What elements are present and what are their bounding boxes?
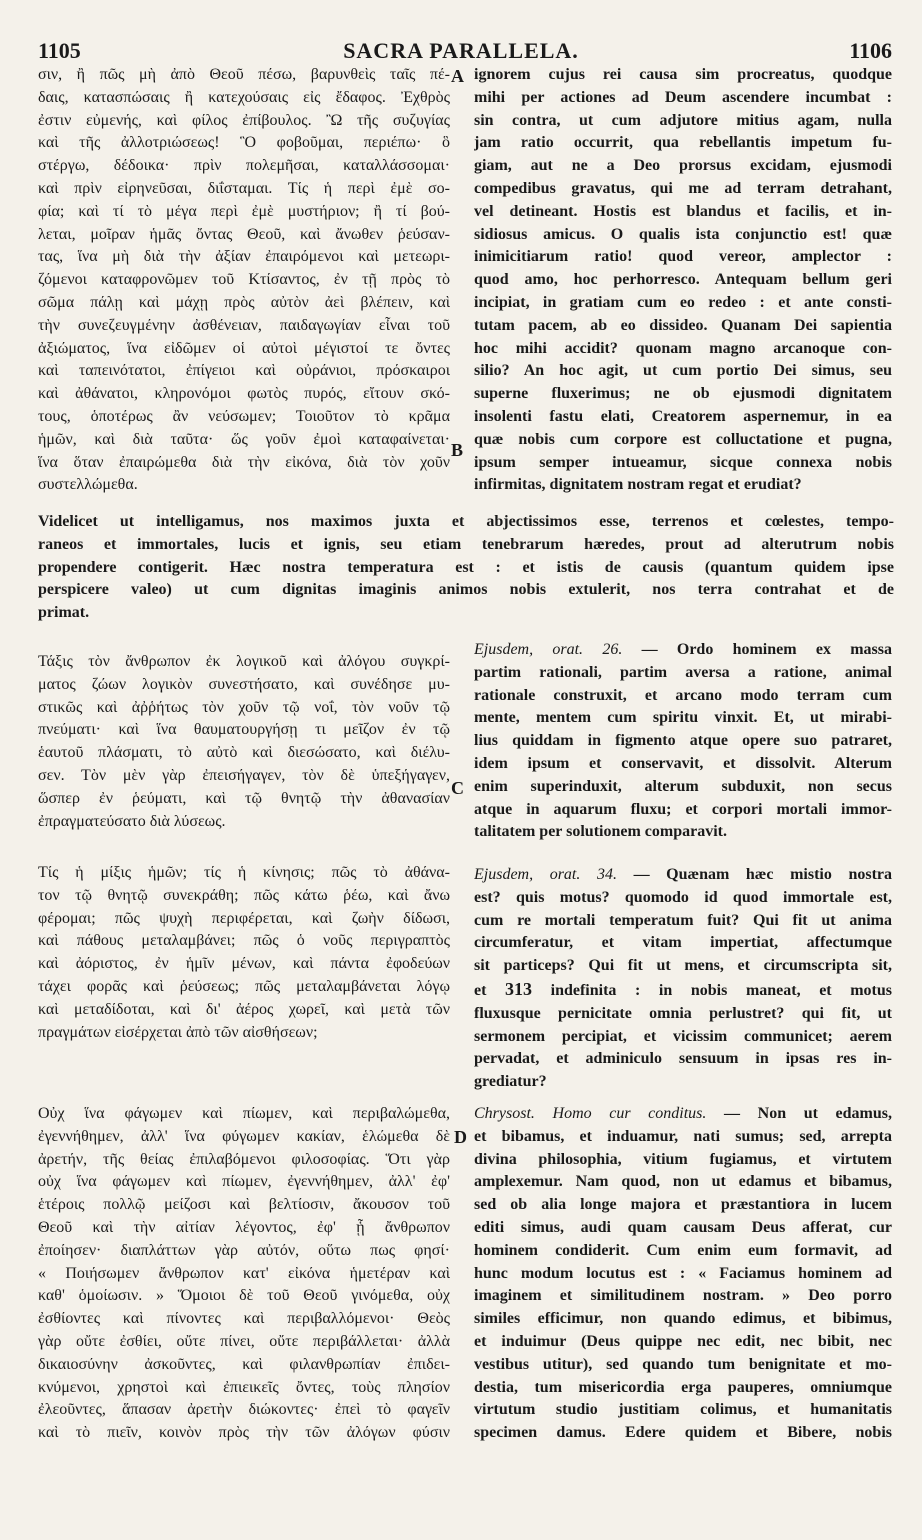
- text-line: « Ποιήσωμεν ἄνθρωπον κατ' εἰκόνα ἡμετέραν καὶ: [38, 1264, 450, 1282]
- text-line: ὥσπερ ἐν ῥεύματι, καὶ τῷ θνητῷ τὴν ἀθανασίαν: [38, 789, 450, 807]
- text-line: sin contra, ut cum adjutore mitius agam, nulla: [474, 111, 892, 129]
- text-line: sermonem percipiat, et vicissim communicet; aerem: [474, 1027, 892, 1045]
- text-line: editi simus, audi quam causam Deus afferat, cur: [474, 1218, 892, 1236]
- text-line: ἐστιν εὐμενής, καὶ φίλος ἐπίβουλος. Ὢ τῆς συζυγίας: [38, 111, 450, 129]
- source-citation: Ejusdem, orat. 34.: [474, 866, 617, 883]
- text-line: ἐπραγματεύσατο διὰ λύσεως.: [38, 812, 226, 830]
- text-line: ζόμενοι καταφρονῶμεν τοῦ Κτίσαντος, ἐν τῇ πρὸς τὸ: [38, 271, 450, 289]
- source-citation: Chrysost. Homo cur conditus.: [474, 1105, 707, 1122]
- latin-column-section-2: Ejusdem, orat. 26. — Ordo hominem ex massa partim rationali, partim aversa a ratione, animal rationale construxit, et arcano modo terram cum mente, mentem cum spiritu vinxit. Et, ut mirabi- lius quiddam in figmento atque opere suo patraret, idem ipsum et conservavit, et dissolvit. Alterum enim superinduxit, alterum subduxit, non secus atque in aquarum fluxu; et corpori mortali immor- talitatem per solutionem comparavit.: [474, 639, 892, 844]
- text-line: οὐχ ἵνα φάγωμεν καὶ πίωμεν, ἐγεννήθημεν, ἀλλ' ἐφ': [38, 1173, 450, 1191]
- text-line: et 313 indefinita : in nobis maneat, et motus: [474, 978, 892, 999]
- text-line: perspicere valeo) ut cum dignitas imaginis animos nobis extulerit, nos terra contrahat et de: [38, 581, 894, 599]
- greek-column-section-4: [38, 1103, 450, 1445]
- text-line: divina philosophia, vitium fugiamus, et virtutem: [474, 1150, 892, 1168]
- text-line: κνύμενοι, χρηστοὶ καὶ ἐπιεικεῖς ὄντες, τοὺς πλησίον: [38, 1378, 450, 1396]
- text-line: amplexemur. Nam quod, non ut edamus et bibamus,: [474, 1173, 892, 1191]
- text-line: raneos et immortales, lucis et ignis, seu etiam tenebrarum hæredes, prout ad alterutrum nobis: [38, 535, 894, 553]
- text-line: τὴν συνεζευγμένην ἀσθένειαν, παιδαγωγίαν εἶναι τοῦ: [38, 316, 450, 334]
- text-line: compedibus gravatus, qui me ad terram detrahant,: [474, 179, 892, 197]
- margin-letter-b: B: [451, 440, 464, 460]
- text-line: καὶ πάθους μεταλαμβάνει; πῶς ὁ νοῦς περιγραπτὸς: [38, 932, 450, 950]
- running-title: SACRA PARALLELA.: [343, 38, 579, 63]
- latin-column-section-3: Ejusdem, orat. 34. — Quænam hæc mistio nostra est? quis motus? quomodo id quod immortale est, cum re mortali temperatum fuit? Qui fit ut anima circumferatur, et vitam impertiat, affectumque sit particeps? Qui fit ut mens, et circumscripta sit, et 313 indefinita : in nobis maneat, et motus fluxusque pernicitate omnia perlustret? qui fit, ut sermonem percipiat, et vicissim communicet; aerem pervadat, et adminiculo sensuum in ipsas res in- grediatur?: [474, 864, 892, 1094]
- text-line: καὶ ἀόριστος, ἐν ἡμῖν μένων, καὶ πάντα ἐφοδεύων: [38, 955, 450, 973]
- text-line: καὶ τῆς ἀλλοτριώσεως! Ὃ φοβοῦμαι, περιέπω· ὃ: [38, 134, 450, 152]
- text-line: πραγμάτων εἰσέρχεται ἀπὸ τῶν αἰσθήσεων;: [38, 1023, 318, 1041]
- text-line: ἑαυτοῦ πλάσματι, τὸ αὐτὸ καὶ διεσώσατο, καὶ διέλυ-: [38, 744, 450, 762]
- text-line: sed ob alia longe majora et præstantiora in lucem: [474, 1196, 892, 1214]
- text-line: φέρομαι; πῶς ψυχὴ περιφέρεται, καὶ ζωὴν δίδωσι,: [38, 909, 450, 927]
- text-line: incipiat, in gratiam cum eo redeo : et ante consti-: [474, 293, 892, 311]
- text-line: jam ratio occurrit, qua rebellantis impetum fu-: [474, 134, 892, 152]
- text-line: hunc modum locutus est : « Faciamus hominem ad: [474, 1264, 892, 1282]
- page-number-left: 1105: [38, 38, 81, 63]
- text-line: virtutum studio justitiam colimus, et humanitatis: [474, 1401, 892, 1419]
- text-line: enim superinduxit, alterum subduxit, non secus: [474, 777, 892, 795]
- text-line: σεν. Τὸν μὲν γὰρ ἐπεισήγαγεν, τὸν δὲ ὑπεξήγαγεν,: [38, 766, 450, 784]
- text-line: et induimur (Deus quippe nec edit, nec bibit, nec: [474, 1332, 892, 1350]
- text-line: primat.: [38, 604, 90, 622]
- text-line: τας, ἵνα μὴ διὰ τὴν ἀξίαν ἐπαιρόμενοι καὶ μετεωρι-: [38, 248, 450, 266]
- text-line: Τάξις τὸν ἄνθρωπον ἐκ λογικοῦ καὶ ἀλόγου συγκρί-: [38, 653, 450, 670]
- page-number-right: 1106: [849, 38, 892, 63]
- text-line: γὰρ οὔτε ἐσθίει, οὔτε πίνει, οὔτε περιβάλλεται· ἀλλὰ: [38, 1332, 450, 1350]
- text-line: καὶ μεταδίδοται, καὶ δι' ἀέρος χωρεῖ, καὶ μετὰ τῶν: [38, 1000, 450, 1018]
- text-line: ἑτέροις πολλῷ μείζοσι καὶ βελτίοσιν, ἄκουσον τοῦ: [38, 1196, 450, 1214]
- text-line: silio? An hoc agit, ut cum portio Dei simus, seu: [474, 362, 892, 380]
- text-line: hoc mihi accidit? quonam magno arcanoque con-: [474, 339, 892, 357]
- text-line: τον τῷ θνητῷ συνεκράθη; πῶς κάτω ῥέω, καὶ ἄνω: [38, 886, 450, 904]
- text-line: δικαιοσύνην ἀσκοῦντες, καὶ φιλανθρωπίαν ἐπιδει-: [38, 1355, 450, 1373]
- text-line: καὶ ἀθάνατοι, κληρονόμοι φωτὸς πυρός, εἴτουν σκό-: [38, 385, 450, 403]
- text-line: idem ipsum et conservavit, et dissolvit. Alterum: [474, 754, 892, 772]
- text-line: ἐγεννήθημεν, ἀλλ' ἵνα φύγωμεν κακίαν, ἑλώμεθα δὲ: [38, 1127, 450, 1145]
- text-line: ἵνα ὅταν ἐπαιρώμεθα διὰ τὴν εἰκόνα, διὰ τὸν χοῦν: [38, 453, 450, 471]
- text-line: Videlicet ut intelligamus, nos maximos juxta et abjectissimos esse, terrenos et cœlestes, tempo-: [38, 513, 894, 530]
- text-line: vestibus utitur), sed quando tum benignitate et mo-: [474, 1355, 892, 1373]
- margin-letter-d: D: [454, 1127, 467, 1147]
- text-line: πνεύματι· καὶ ἵνα θαυματουργήσῃ τι μεῖζον ἐν τῷ: [38, 721, 450, 739]
- text-line: συστελλώμεθα.: [38, 476, 138, 494]
- text-line: infirmitas, dignitatem nostram regat et erudiat?: [474, 476, 802, 494]
- text-line: quod amo, hoc perhorresco. Antequam bellum geri: [474, 271, 892, 289]
- text-line: ἡμῶν, καὶ διὰ ταῦτα· ὥς γοῦν ἐμοὶ καταφαίνεται·: [38, 430, 450, 448]
- full-width-latin-conclusion: [38, 511, 894, 625]
- text-line: σιν, ἢ πῶς μὴ ἀπὸ Θεοῦ πέσω, βαρυνθεὶς ταῖς πέ-: [38, 66, 450, 83]
- margin-letter-c: C: [451, 778, 464, 798]
- text-line: Θεοῦ καὶ τὴν αἰτίαν λέγοντος, ἐφ' ᾗ ἄνθρωπον: [38, 1218, 450, 1236]
- text-line: mente, mentem cum spiritu vinxit. Et, ut mirabi-: [474, 709, 892, 727]
- text-line: cum re mortali temperatum fuit? Qui fit ut anima: [474, 911, 892, 929]
- greek-column-section-2: [38, 651, 450, 833]
- text-line: ipsum semper intueamur, sicque connexa nobis: [474, 453, 892, 471]
- text-line: atque in aquarum fluxu; et corpori mortali immor-: [474, 800, 892, 818]
- text-line: Τίς ἡ μίξις ἡμῶν; τίς ἡ κίνησις; πῶς τὸ ἀθάνα-: [38, 864, 450, 881]
- text-line: τάχει φορᾶς καὶ ῥεύσεως; πῶς μεταλαμβάνεται λόγῳ: [38, 977, 450, 995]
- text-line: circumferatur, et vitam impertiat, affectumque: [474, 934, 892, 952]
- text-line: mihi per actiones ad Deum ascendere incumbat :: [474, 88, 892, 106]
- text-line: inimicitiarum ratio! quod vereor, amplector :: [474, 248, 892, 266]
- column-number-marker: 313: [505, 978, 533, 999]
- latin-column-section-1: [474, 64, 892, 497]
- text-line: est? quis motus? quomodo id quod immortale est,: [474, 888, 892, 906]
- text-line: specimen damus. Edere quidem et Bibere, nobis: [474, 1424, 892, 1442]
- text-line: σῶμα πάλῃ καὶ μάχῃ πρὸς αὐτὸν ἀεὶ βλέπειν, καὶ: [38, 293, 450, 311]
- text-line: similes efficimur, non quando edimus, et bibimus,: [474, 1310, 892, 1328]
- text-line: καὶ τὸ πιεῖν, κοινὸν πρὸς τὴν τῶν ἀλόγων φύσιν: [38, 1424, 450, 1442]
- text-line: καθ' ὁμοίωσιν. » Ὅμοιοι δὲ τοῦ Θεοῦ γινόμεθα, οὐχ: [38, 1287, 450, 1305]
- margin-letter-a: A: [451, 66, 464, 86]
- text-line: insolenti fastu elati, Creatorem aspernemur, in ea: [474, 407, 892, 425]
- text-line: ματος ζώων λογικὸν συνεστήσατο, καὶ συνέδησε μυ-: [38, 675, 450, 693]
- text-line: ἐλεοῦντες, ἅπασαν ἀρετὴν διώκοντες· ἐπεὶ τὸ φαγεῖν: [38, 1401, 450, 1419]
- text-line: giam, aut ne a Deo prorsus excidam, ejusmodi: [474, 157, 892, 175]
- text-line: rationale construxit, et arcano modo terram cum: [474, 686, 892, 704]
- text-line: ἐποίησεν· διαπλάττων γὰρ αὐτόν, οὕτω πως φησί·: [38, 1241, 450, 1259]
- text-line: hominem condiderit. Cum enim eum formavit, ad: [474, 1241, 892, 1259]
- text-line: στικῶς καὶ ἀῤῥήτως τὸν χοῦν τῷ νοΐ, τὸν νοῦν τῷ: [38, 698, 450, 716]
- text-line: καὶ ταπεινότατοι, ἐπίγειοι καὶ οὐράνιοι, πρόσκαιροι: [38, 362, 450, 380]
- text-line: grediatur?: [474, 1073, 547, 1091]
- source-citation: Ejusdem, orat. 26.: [474, 641, 623, 658]
- text-line: στέργω, δέδοικα· πρὶν πολεμῆσαι, καταλλάσσομαι·: [38, 157, 450, 175]
- text-line: τους, ὁποτέρως ἂν νεύσωμεν; Τοιοῦτον τὸ κρᾶμα: [38, 407, 450, 425]
- text-line: ἀξιώματος, ἵνα εἰδῶμεν οἱ αὐτοὶ μέγιστοί τε ὄντες: [38, 339, 450, 357]
- latin-column-section-4: Chrysost. Homo cur conditus. — Non ut edamus, et bibamus, et induamur, nati sumus; sed, arrepta divina philosophia, vitium fugiamus, et virtutem amplexemur. Nam quod, non ut edamus et bibamus, sed ob alia longe majora et præstantiora in lucem editi simus, audi quam causam Deus afferat, cur hominem condiderit. Cum enim eum formavit, ad hunc modum locutus est : « Faciamus hominem ad imaginem et similitudinem nostram. » Deo porro similes efficimur, non quando edimus, et bibimus, et induimur (Deus quippe nec edit, nec bibit, nec vestibus utitur), sed quando tum benignitate et mo- destia, tum misericordia erga pauperes, omniumque virtutum studio justitiam colimus, et humanitatis specimen damus. Edere quidem et Bibere, nobis: [474, 1103, 892, 1445]
- text-line: superne fluxerimus; ne ob ejusmodi dignitatem: [474, 385, 892, 403]
- text-line: et bibamus, et induamur, nati sumus; sed, arrepta: [474, 1127, 892, 1145]
- text-line: ἐσθίοντες καὶ πίνοντες καὶ περιβαλλόμενοι· Θεὸς: [38, 1310, 450, 1328]
- greek-column-section-3: [38, 862, 450, 1044]
- text-line: Οὐχ ἵνα φάγωμεν καὶ πίωμεν, καὶ περιβαλώμεθα,: [38, 1105, 450, 1122]
- text-line: propendere contigerit. Hæc nostra temperatura est : et istis de causis (quantum quidem ipse: [38, 558, 894, 576]
- text-line: partim rationali, partim aversa a ratione, animal: [474, 663, 892, 681]
- text-line: ignorem cujus rei causa sim procreatus, quodque: [474, 66, 892, 83]
- text-line: fluxusque pernicitate omnia perlustret? qui fit, ut: [474, 1004, 892, 1022]
- text-line: talitatem per solutionem comparavit.: [474, 823, 727, 841]
- text-line: λεται, μοῖραν ἡμᾶς ὄντας Θεοῦ, καὶ ἄνωθεν ῥεύσαν-: [38, 225, 450, 243]
- text-line: imaginem et similitudinem nostram. » Deo porro: [474, 1287, 892, 1305]
- text-line: lius quiddam in figmento atque opere suo patraret,: [474, 732, 892, 750]
- text-line: vel detineant. Hostis est blandus et facilis, et in-: [474, 202, 892, 220]
- text-line: pervadat, et adminiculo sensuum in ipsas res in-: [474, 1050, 892, 1068]
- text-line: sit particeps? Qui fit ut mens, et circumscripta sit,: [474, 957, 892, 975]
- text-line: destia, tum misericordia erga pauperes, omniumque: [474, 1378, 892, 1396]
- text-line: φία; καὶ τί τὸ μέγα περὶ ἐμὲ μυστήριον; ἢ τί βού-: [38, 202, 450, 220]
- text-line: tutam pacem, ab eo dissideo. Quanam Dei sapientia: [474, 316, 892, 334]
- text-line: καὶ πρὶν εἰρηνεῦσαι, διΐσταμαι. Τίς ἡ περὶ ἐμὲ σο-: [38, 179, 450, 197]
- text-line: ἀρετήν, τῆς θείας ἐπιλαβόμενοι φιλοσοφίας. Ὅτι γὰρ: [38, 1150, 450, 1168]
- text-line: sidiosus amicus. O qualis ista conjunctio est! quæ: [474, 225, 892, 243]
- greek-column-section-1: [38, 64, 450, 497]
- text-line: δαις, κατασπώσαις ἢ κατεχούσαις εἰς ἔδαφος. Ἐχθρὸς: [38, 88, 450, 106]
- text-line: quæ nobis cum corpore est colluctatione et pugna,: [474, 430, 892, 448]
